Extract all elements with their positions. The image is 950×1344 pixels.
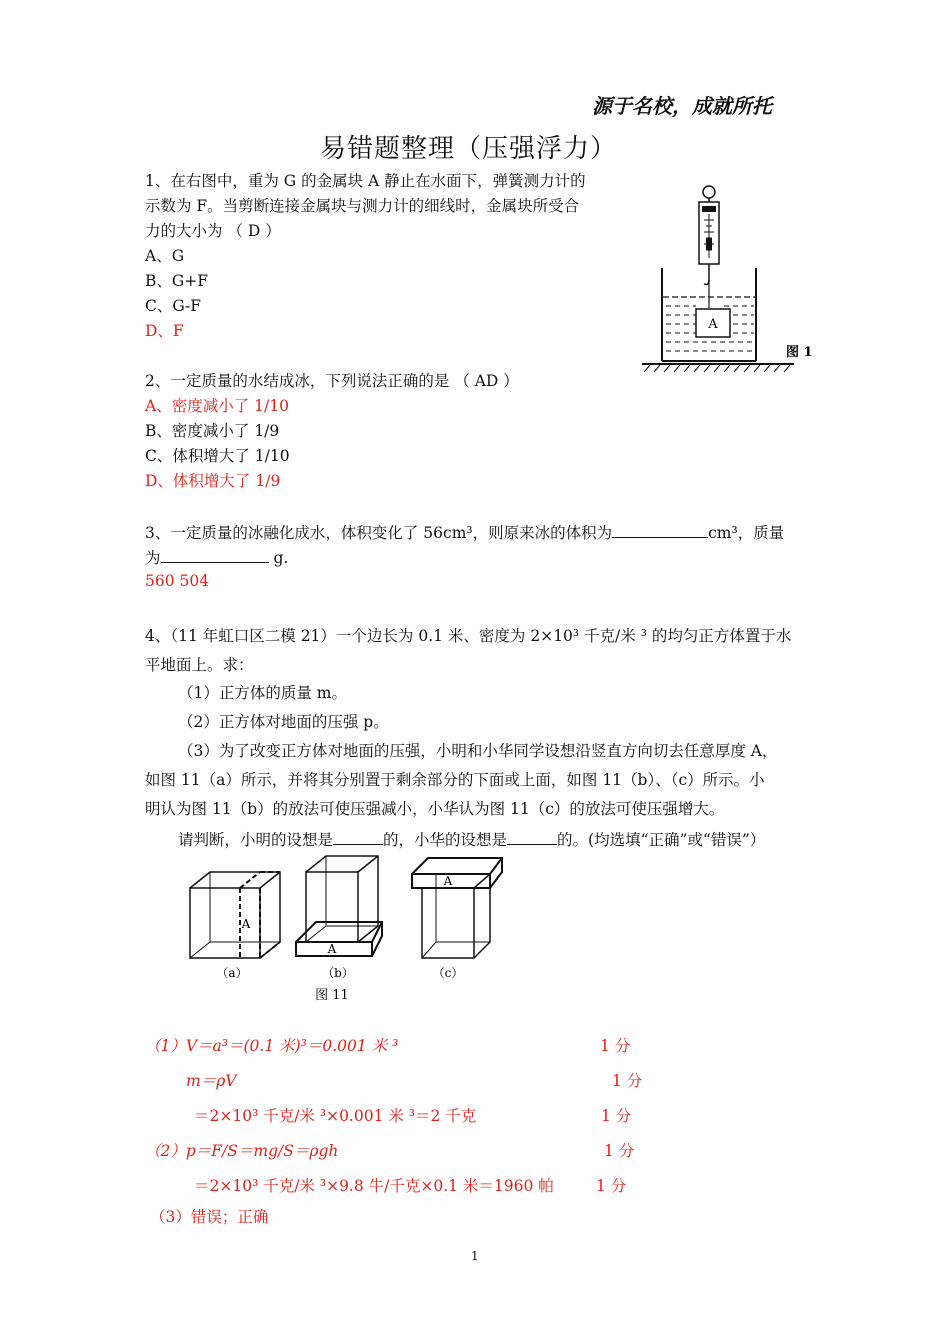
q3-text-part3: 为 bbox=[145, 549, 161, 567]
q4-stem-line1: 4、（11 年虹口区二模 21）一个边长为 0.1 米、密度为 2×10³ 千克/米 ³ 的均匀正方体置于水 bbox=[145, 627, 792, 645]
q2-stem: 2、一定质量的水结成冰，下列说法正确的是 （ AD ） bbox=[145, 372, 519, 390]
q4-judge-part2: 的，小华的设想是 bbox=[383, 831, 508, 849]
q4-sub1: （1）正方体的质量 m。 bbox=[178, 684, 347, 702]
q2-option-b: B、密度减小了 1/9 bbox=[145, 422, 280, 440]
q4-blank-xiaoming bbox=[333, 828, 383, 845]
header-slogan: 源于名校，成就所托 bbox=[592, 94, 772, 118]
q4-sub3-line2: 如图 11（a）所示，并将其分别置于剩余部分的下面或上面，如图 11（b）、（c）所示。小 bbox=[145, 771, 765, 789]
q4-blank-xiaohua bbox=[507, 828, 557, 845]
solution-line3: ＝2×10³ 千克/米 ³×0.001 米 ³＝2 千克 bbox=[194, 1107, 477, 1125]
q3-blank-mass bbox=[161, 546, 269, 563]
q3-answer: 560 504 bbox=[145, 572, 210, 590]
q1-option-d: D、F bbox=[145, 322, 184, 340]
q4-judge-line bbox=[178, 828, 765, 850]
figure-11c-label: （c） bbox=[432, 966, 464, 980]
q4-sub3-line1: （3）为了改变正方体对地面的压强，小明和小华同学设想沿竖直方向切去任意厚度 A， bbox=[178, 742, 778, 760]
q2-option-c: C、体积增大了 1/10 bbox=[145, 447, 290, 465]
q2-option-d: D、体积增大了 1/9 bbox=[145, 472, 281, 490]
figure-1-caption: 图 1 bbox=[786, 345, 813, 360]
q1-option-c: C、G-F bbox=[145, 297, 202, 315]
figure-11-caption: 图 11 bbox=[315, 988, 349, 1003]
solution-score4: 1 分 bbox=[604, 1142, 635, 1160]
q1-stem-line3: 力的大小为 （ D ） bbox=[145, 222, 281, 240]
q3-stem-line1 bbox=[145, 521, 784, 543]
q1-option-b: B、G+F bbox=[145, 272, 209, 290]
solution-line5: ＝2×10³ 千克/米 ³×9.8 牛/千克×0.1 米＝1960 帕 bbox=[194, 1177, 554, 1195]
q3-text-part2: cm³，质量 bbox=[708, 524, 785, 542]
figure-11c-block-label: A bbox=[443, 874, 453, 888]
solution-line4: （2）p＝F/S＝mg/S＝ρgh bbox=[145, 1142, 339, 1160]
q1-option-a: A、G bbox=[145, 247, 185, 265]
figure-1-spring-scale bbox=[638, 182, 818, 374]
q4-judge-part3: 的。(均选填“正确”或“错误”） bbox=[557, 831, 766, 849]
solution-line6: （3）错误；正确 bbox=[150, 1208, 269, 1226]
solution-score5: 1 分 bbox=[596, 1177, 627, 1195]
figure-11a-label: （a） bbox=[216, 966, 248, 980]
q3-text-part1: 3、一定质量的冰融化成水，体积变化了 56cm³，则原来冰的体积为 bbox=[145, 524, 613, 542]
figure-1-block-label: A bbox=[708, 317, 718, 332]
q1-stem-line2: 示数为 F。当剪断连接金属块与测力计的细线时，金属块所受合 bbox=[145, 197, 580, 215]
q4-sub3-line3: 明认为图 11（b）的放法可使压强减小，小华认为图 11（c）的放法可使压强增大。 bbox=[145, 800, 725, 818]
q1-stem-line1: 1、在右图中，重为 G 的金属块 A 静止在水面下，弹簧测力计的 bbox=[145, 172, 586, 190]
solution-line1: （1）V＝a³＝(0.1 米)³＝0.001 米 ³ bbox=[145, 1037, 399, 1055]
page-number: 1 bbox=[471, 1249, 479, 1263]
q4-stem-line2: 平地面上。求： bbox=[145, 656, 254, 674]
figure-11b-label: （b） bbox=[322, 966, 354, 980]
solution-score2: 1 分 bbox=[612, 1072, 643, 1090]
q4-judge-part1: 请判断，小明的设想是 bbox=[178, 831, 334, 849]
solution-score1: 1 分 bbox=[600, 1037, 631, 1055]
solution-score3: 1 分 bbox=[601, 1107, 632, 1125]
figure-11a-block-label: A bbox=[241, 917, 251, 931]
page-title: 易错题整理（压强浮力） bbox=[320, 134, 618, 164]
q4-sub2: （2）正方体对地面的压强 p。 bbox=[178, 713, 389, 731]
solution-line2: m＝ρV bbox=[186, 1072, 237, 1090]
q2-option-a: A、密度减小了 1/10 bbox=[145, 397, 289, 415]
figure-11b-block-label: A bbox=[327, 942, 337, 956]
figure-11-cubes bbox=[186, 852, 506, 1007]
q3-blank-volume bbox=[612, 521, 708, 538]
q3-text-part4: g. bbox=[268, 549, 289, 567]
q3-stem-line2 bbox=[145, 546, 288, 568]
